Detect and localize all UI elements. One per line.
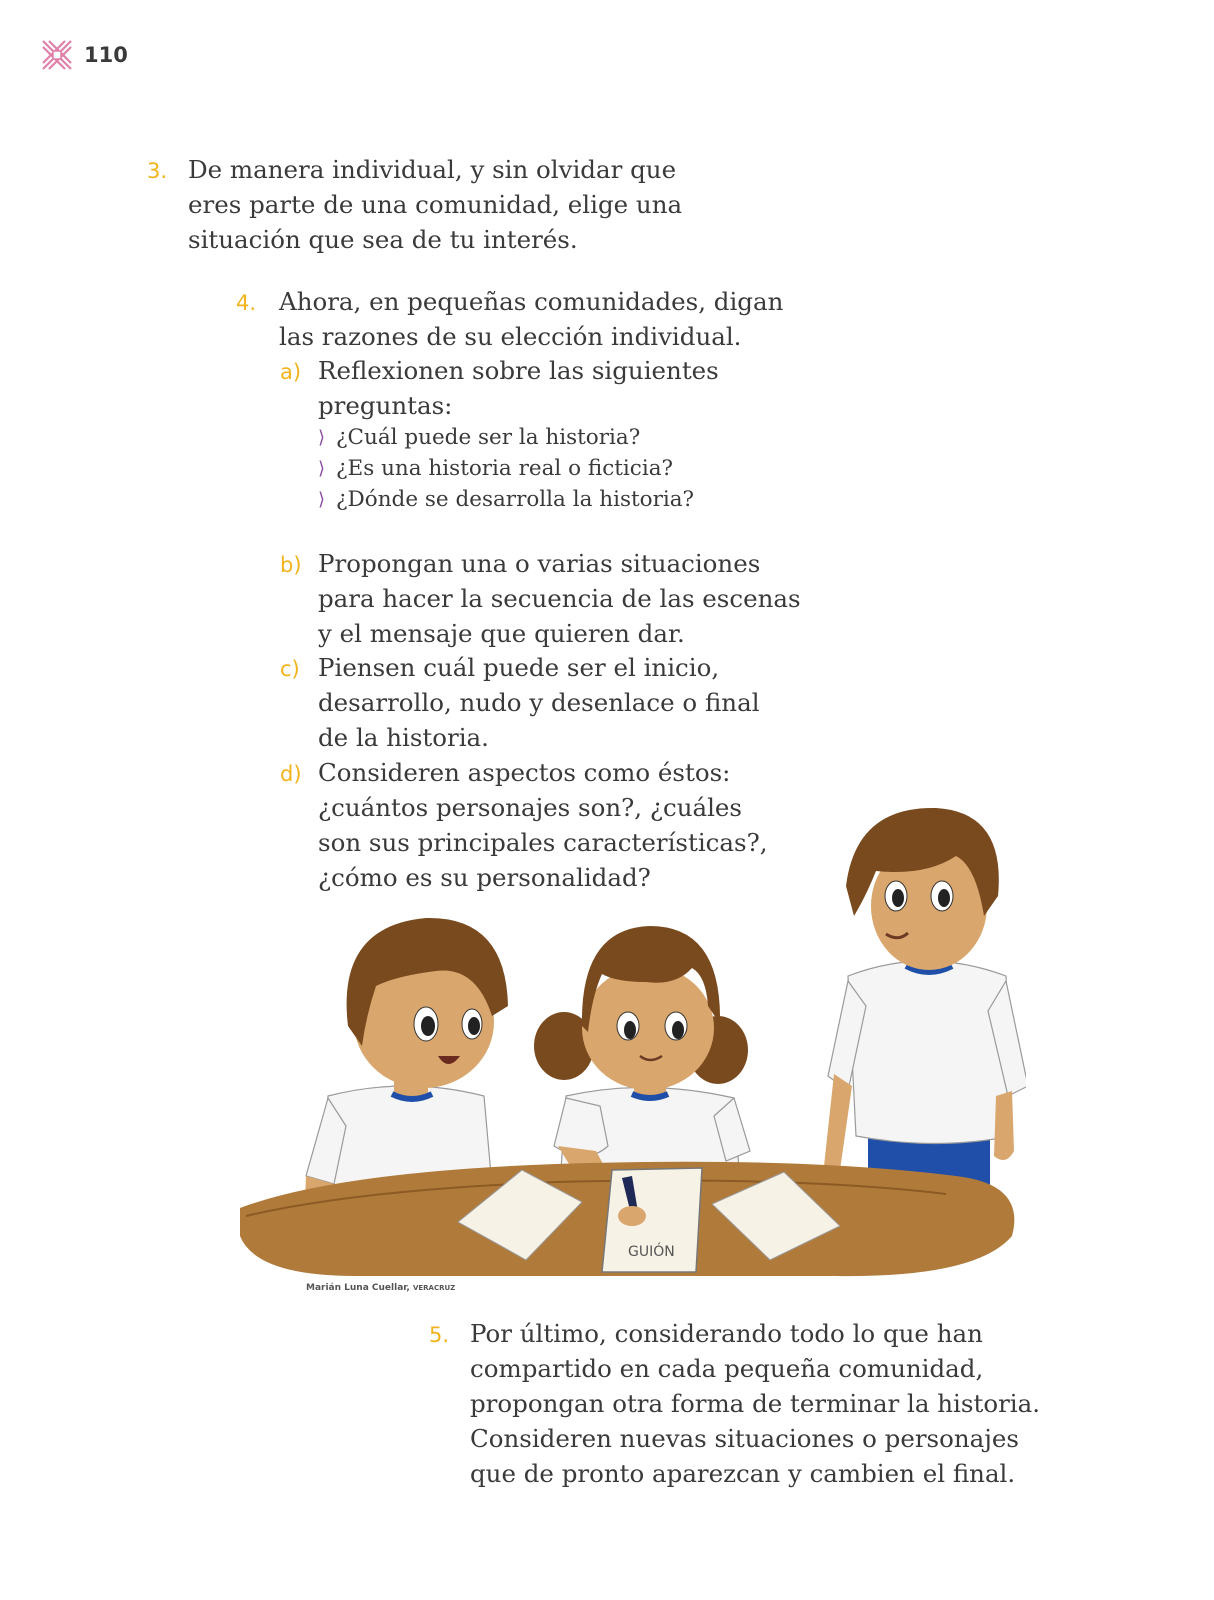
item-line: Por último, considerando todo lo que han bbox=[470, 1319, 983, 1348]
script-label: GUIÓN bbox=[628, 1244, 675, 1260]
question-item: ⟩ ¿Cuál puede ser la historia? bbox=[318, 422, 694, 453]
subitem-line: de la historia. bbox=[318, 723, 489, 752]
question-item: ⟩ ¿Es una historia real o ficticia? bbox=[318, 453, 694, 484]
subitem-line: Reflexionen sobre las siguientes bbox=[318, 356, 719, 385]
page-header bbox=[40, 38, 128, 72]
item-line: las razones de su elección individual. bbox=[279, 322, 742, 351]
item-line: compartido en cada pequeña comunidad, bbox=[470, 1354, 984, 1383]
question-list bbox=[318, 422, 694, 515]
subitem-line: preguntas: bbox=[318, 391, 453, 420]
item-line: Consideren nuevas situaciones o personajes bbox=[470, 1424, 1019, 1453]
item-number: 5. bbox=[429, 1323, 450, 1347]
item-line: propongan otra forma de terminar la historia. bbox=[470, 1389, 1041, 1418]
subitem-label: c) bbox=[280, 657, 300, 681]
page-number: 110 bbox=[84, 43, 128, 67]
bullet-icon: ⟩ bbox=[318, 489, 326, 510]
bullet-icon: ⟩ bbox=[318, 427, 326, 448]
subitem-line: son sus principales características?, bbox=[318, 828, 768, 857]
subitem-line: Propongan una o varias situaciones bbox=[318, 549, 761, 578]
subitem-line: Piensen cuál puede ser el inicio, bbox=[318, 653, 720, 682]
subitem-a bbox=[280, 353, 719, 423]
subitem-line: para hacer la secuencia de las escenas bbox=[318, 584, 801, 613]
subitem-line: ¿cuántos personajes son?, ¿cuáles bbox=[318, 793, 743, 822]
subitem-b bbox=[280, 546, 801, 651]
item-line: Ahora, en pequeñas comunidades, digan bbox=[279, 287, 784, 316]
subitem-line: ¿cómo es su personalidad? bbox=[318, 863, 651, 892]
subitem-line: desarrollo, nudo y desenlace o final bbox=[318, 688, 760, 717]
children-writing-script-illustration bbox=[236, 806, 1026, 1284]
bullet-icon: ⟩ bbox=[318, 458, 326, 479]
subitem-label: d) bbox=[280, 762, 302, 786]
item-line: situación que sea de tu interés. bbox=[188, 225, 578, 254]
credit-place: VERACRUZ bbox=[412, 1284, 456, 1292]
item-3 bbox=[147, 152, 683, 257]
subitem-c bbox=[280, 650, 760, 755]
subitem-line: Consideren aspectos como éstos: bbox=[318, 758, 731, 787]
credit-name: Marián Luna Cuellar, bbox=[306, 1283, 410, 1293]
pink-crossed-pattern-icon bbox=[40, 38, 74, 72]
item-line: De manera individual, y sin olvidar que bbox=[188, 155, 677, 184]
subitem-line: y el mensaje que quieren dar. bbox=[318, 619, 685, 648]
subitem-label: b) bbox=[280, 553, 302, 577]
illustration-credit bbox=[306, 1283, 455, 1293]
item-5 bbox=[429, 1316, 1041, 1491]
subitem-label: a) bbox=[280, 360, 302, 384]
item-number: 3. bbox=[147, 159, 168, 183]
item-line: eres parte de una comunidad, elige una bbox=[188, 190, 683, 219]
question-item: ⟩ ¿Dónde se desarrolla la historia? bbox=[318, 484, 694, 515]
item-4 bbox=[236, 284, 784, 354]
item-number: 4. bbox=[236, 291, 257, 315]
item-line: que de pronto aparezcan y cambien el final. bbox=[470, 1459, 1016, 1488]
